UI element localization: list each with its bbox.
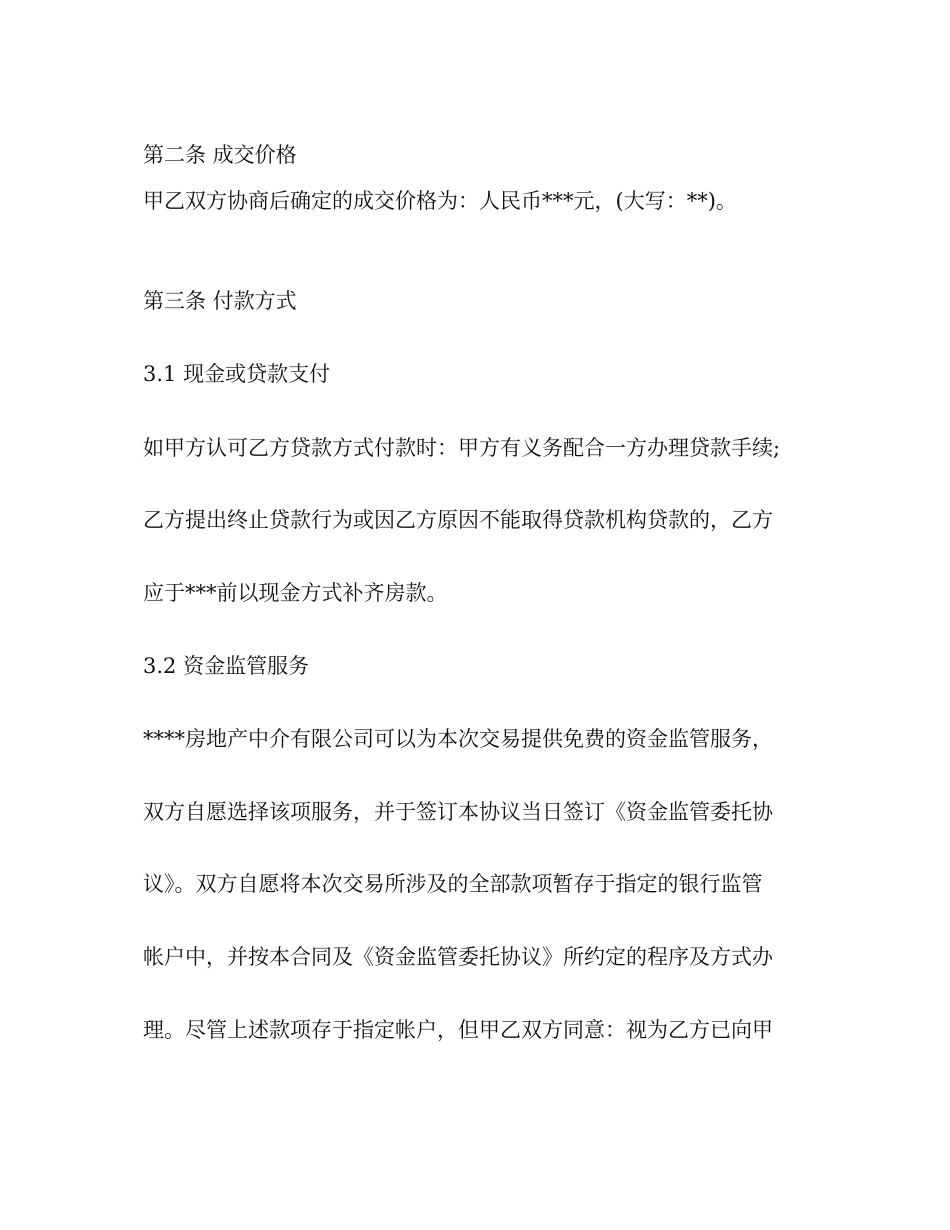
heading-article-3: 第三条 付款方式 <box>143 289 297 313</box>
paragraph-line: 乙方提出终止贷款行为或因乙方原因不能取得贷款机构贷款的，乙方 <box>143 508 773 532</box>
paragraph-line: 双方自愿选择该项服务，并于签订本协议当日签订《资金监管委托协 <box>143 800 773 824</box>
paragraph-line: 甲乙双方协商后确定的成交价格为：人民币***元，(大写：**)。 <box>143 189 737 213</box>
paragraph-line: 帐户中，并按本合同及《资金监管委托协议》所约定的程序及方式办 <box>143 945 773 969</box>
paragraph-line: 应于***前以现金方式补齐房款。 <box>143 581 448 605</box>
paragraph-line: ****房地产中介有限公司可以为本次交易提供免费的资金监管服务， <box>143 727 773 751</box>
heading-article-2: 第二条 成交价格 <box>143 143 297 167</box>
paragraph-line: 议》。双方自愿将本次交易所涉及的全部款项暂存于指定的银行监管 <box>143 872 763 896</box>
paragraph-line: 如甲方认可乙方贷款方式付款时：甲方有义务配合一方办理贷款手续; <box>143 436 781 460</box>
subheading-3-1: 3.1 现金或贷款支付 <box>143 362 331 386</box>
paragraph-line: 理。尽管上述款项存于指定帐户，但甲乙双方同意：视为乙方已向甲 <box>143 1018 773 1042</box>
subheading-3-2: 3.2 资金监管服务 <box>143 654 310 678</box>
